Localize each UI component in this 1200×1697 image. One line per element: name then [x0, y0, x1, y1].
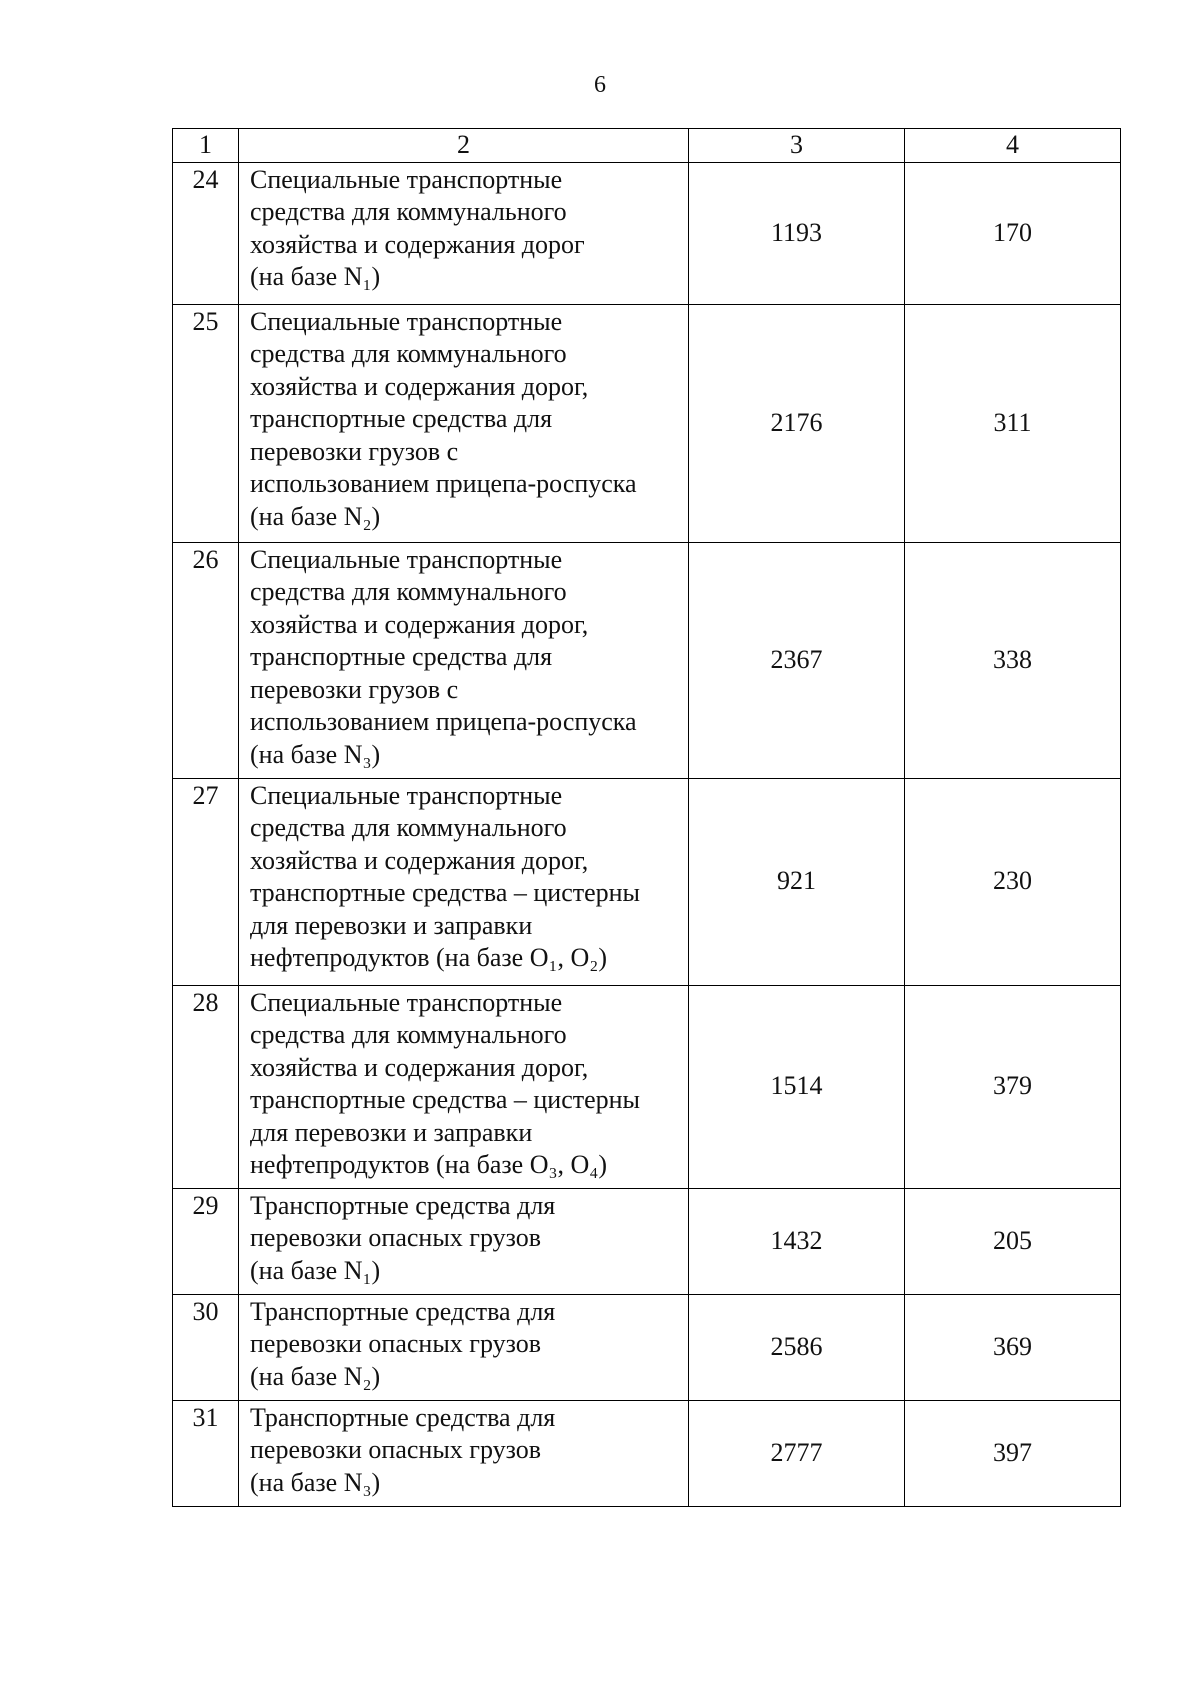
row-number: 27 — [173, 778, 239, 985]
description-line: перевозки опасных грузов — [250, 1329, 542, 1358]
row-description — [239, 1188, 689, 1294]
description-line: Специальные транспортные — [250, 164, 563, 194]
column-header: 2 — [239, 129, 689, 163]
description-line: перевозки опасных грузов — [250, 1223, 542, 1252]
description-line: Транспортные средства для — [250, 1190, 556, 1220]
description-line: (на базе N₃) — [250, 739, 381, 769]
row-description — [239, 778, 689, 985]
row-description — [239, 304, 689, 542]
row-description — [239, 985, 689, 1188]
row-description — [239, 162, 689, 304]
description-line: средства для коммунального — [250, 339, 567, 368]
description-line: (на базе N₃) — [250, 1467, 381, 1497]
column-3-value: 1193 — [689, 162, 905, 304]
column-4-value: 397 — [905, 1400, 1121, 1506]
description-line: средства для коммунального — [250, 197, 567, 226]
table-row — [173, 162, 1121, 304]
description-line: использованием прицепа-роспуска — [250, 707, 637, 736]
table-row — [173, 542, 1121, 778]
column-3-value: 2777 — [689, 1400, 905, 1506]
description-line: средства для коммунального — [250, 577, 567, 606]
column-3-value: 2176 — [689, 304, 905, 542]
description-line: хозяйства и содержания дорог — [250, 229, 585, 259]
page-number: 6 — [594, 72, 606, 98]
description-line: Транспортные средства для — [250, 1402, 556, 1432]
description-line: транспортные средства – цистерны — [250, 1085, 641, 1114]
row-number: 31 — [173, 1400, 239, 1506]
table-row — [173, 985, 1121, 1188]
column-header: 4 — [905, 129, 1121, 163]
column-3-value: 921 — [689, 778, 905, 985]
row-number: 24 — [173, 162, 239, 304]
column-4-value: 379 — [905, 985, 1121, 1188]
description-line: транспортные средства для — [250, 642, 553, 671]
description-line: хозяйства и содержания дорог, — [250, 845, 589, 875]
column-3-value: 1432 — [689, 1188, 905, 1294]
description-line: хозяйства и содержания дорог, — [250, 1052, 589, 1082]
column-header: 3 — [689, 129, 905, 163]
row-number: 30 — [173, 1294, 239, 1400]
description-line: хозяйства и содержания дорог, — [250, 371, 589, 401]
row-number: 28 — [173, 985, 239, 1188]
description-line: Транспортные средства для — [250, 1296, 556, 1326]
description-line: перевозки грузов с — [250, 436, 459, 466]
description-line: хозяйства и содержания дорог, — [250, 609, 589, 639]
description-line: Специальные транспортные — [250, 987, 563, 1017]
table-row — [173, 778, 1121, 985]
description-line: Специальные транспортные — [250, 544, 563, 574]
column-3-value: 2367 — [689, 542, 905, 778]
column-4-value: 338 — [905, 542, 1121, 778]
description-line: средства для коммунального — [250, 813, 567, 842]
description-line: нефтепродуктов (на базе O₃, O₄) — [250, 1150, 608, 1179]
table-row — [173, 1188, 1121, 1294]
column-4-value: 311 — [905, 304, 1121, 542]
row-description — [239, 1294, 689, 1400]
column-4-value: 230 — [905, 778, 1121, 985]
description-line: транспортные средства для — [250, 404, 553, 433]
table-header-row — [173, 129, 1121, 163]
description-line: (на базе N₂) — [250, 501, 381, 531]
column-header: 1 — [173, 129, 239, 163]
column-3-value: 2586 — [689, 1294, 905, 1400]
column-4-value: 205 — [905, 1188, 1121, 1294]
table-row — [173, 1400, 1121, 1506]
description-line: (на базе N₁) — [250, 1255, 381, 1285]
description-line: использованием прицепа-роспуска — [250, 469, 637, 498]
row-number: 25 — [173, 304, 239, 542]
description-line: Специальные транспортные — [250, 306, 563, 336]
description-line: (на базе N₁) — [250, 262, 381, 291]
description-line: транспортные средства – цистерны — [250, 878, 641, 907]
column-4-value: 170 — [905, 162, 1121, 304]
description-line: перевозки опасных грузов — [250, 1435, 542, 1464]
table-row — [173, 1294, 1121, 1400]
description-line: Специальные транспортные — [250, 780, 563, 810]
column-3-value: 1514 — [689, 985, 905, 1188]
description-line: для перевозки и заправки — [250, 910, 533, 940]
description-line: (на базе N₂) — [250, 1361, 381, 1391]
row-number: 29 — [173, 1188, 239, 1294]
description-line: перевозки грузов с — [250, 674, 459, 704]
row-number: 26 — [173, 542, 239, 778]
row-description — [239, 1400, 689, 1506]
description-line: нефтепродуктов (на базе O₁, O₂) — [250, 943, 608, 972]
column-4-value: 369 — [905, 1294, 1121, 1400]
table-row — [173, 304, 1121, 542]
description-line: для перевозки и заправки — [250, 1117, 533, 1147]
data-table — [172, 128, 1121, 1507]
row-description — [239, 542, 689, 778]
description-line: средства для коммунального — [250, 1020, 567, 1049]
